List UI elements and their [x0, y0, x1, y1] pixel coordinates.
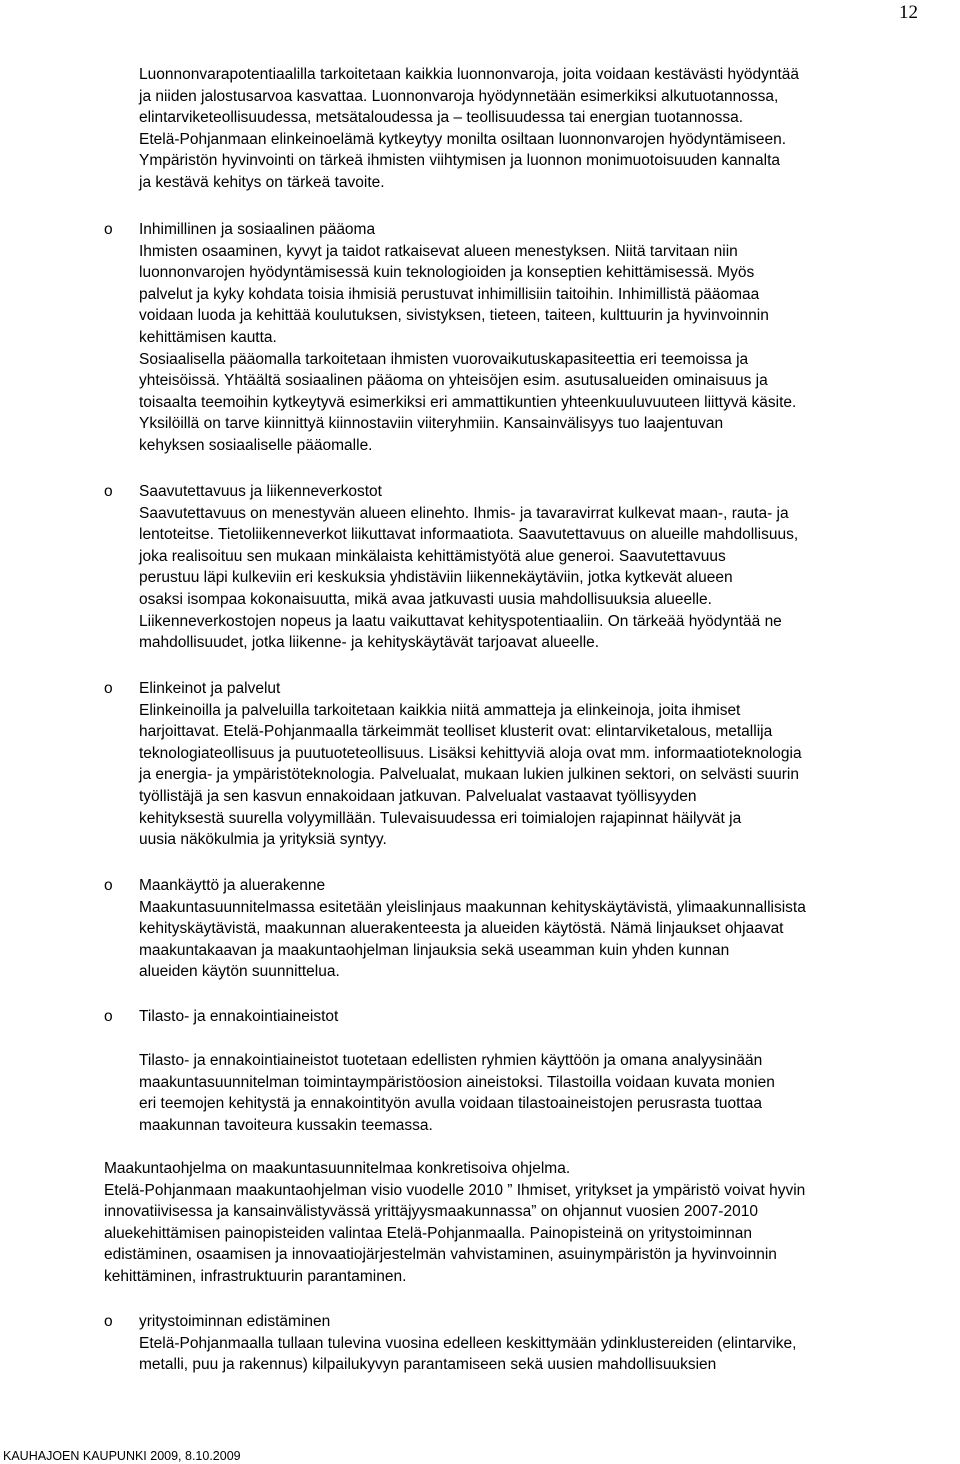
intro-line: ja niiden jalostusarvoa kasvattaa. Luonnonvaroja hyödynnetään esimerkiksi alkutuotannossa, [139, 87, 779, 105]
closing-line: Maakuntaohjelma on maakuntasuunnitelmaa konkretisoiva ohjelma. [104, 1160, 571, 1177]
section-heading: Saavutettavuus ja liikenneverkostot [139, 483, 382, 500]
section-line: teknologiateollisuus ja puutuoteteollisuus. Lisäksi kehittyviä aloja ovat mm. informaatioteknologia [139, 744, 802, 762]
section-line: voidaan luoda ja kehittää koulutuksen, sivistyksen, tieteen, taiteen, kulttuurin ja hyvinvoinnin [139, 307, 769, 325]
section-line: kehyksen sosiaaliselle pääomalle. [139, 436, 373, 454]
section-human-social-capital [139, 219, 939, 457]
section-line: maakunnan tavoiteura kussakin teemassa. [139, 1116, 433, 1134]
section-line: maakuntasuunnitelman toimintaympäristöosion aineistoksi. Tilastoilla voidaan kuvata monien [139, 1073, 775, 1091]
intro-line: ja kestävä kehitys on tärkeä tavoite. [139, 173, 385, 191]
section-line: toisaalta teemoihin kytkeytyvä esimerkiksi eri ammattikuntien yhteenkuuluvuuteen liittyvä käsite. [139, 393, 797, 411]
bullet-marker: o [104, 1008, 113, 1025]
intro-paragraph [139, 64, 939, 194]
bullet-marker: o [104, 221, 113, 238]
section-heading: yritystoiminnan edistäminen [139, 1313, 331, 1330]
section-line: yhteisöissä. Yhtäältä sosiaalinen pääoma on yhteisöjen esim. asutusalueiden ominaisuus ja [139, 372, 768, 390]
section-line: Saavutettavuus on menestyvän alueen elinehto. Ihmis- ja tavaravirrat kulkevat maan-, rauta- ja [139, 504, 789, 522]
section-line: luonnonvarojen hyödyntämisessä kuin teknologioiden ja konseptien kehittämisessä. Myös [139, 264, 755, 282]
closing-line: innovatiivisessa ja kansainvälistyvässä yrittäjyysmaakunnassa” on ohjannut vuosien 2007-2010 [104, 1203, 758, 1221]
section-line: palvelut ja kyky kohdata toisia ihmisiä perustuvat inhimillisiin taitoihin. Inhimillistä pääomaa [139, 285, 760, 303]
intro-line: Luonnonvarapotentiaalilla tarkoitetaan kaikkia luonnonvaroja, joita voidaan kestävästi hyödyntää [139, 66, 800, 83]
section-line: Liikenneverkostojen nopeus ja laatu vaikuttavat kehityspotentiaaliin. On tärkeää hyödyntää ne [139, 612, 782, 630]
section-line: kehityskäytävistä, maakunnan aluerakenteesta ja alueiden käytöstä. Nämä linjaukset ohjaavat [139, 920, 784, 938]
section-business-promotion [139, 1311, 939, 1376]
page-number: 12 [899, 2, 918, 23]
section-heading: Inhimillinen ja sosiaalinen pääoma [139, 221, 376, 238]
closing-line: edistäminen, osaamisen ja innovaatiojärjestelmän vahvistaminen, asuinympäristön ja hyvinvoinnin [104, 1246, 777, 1264]
section-line: Yksilöillä on tarve kiinnittyä kiinnostaviin viiteryhmiin. Kansainvälisyys tuo laajentuvan [139, 415, 724, 433]
section-line: metalli, puu ja rakennus) kilpailukyvyn parantamiseen sekä uusien mahdollisuuksien [139, 1356, 717, 1374]
section-heading: Elinkeinot ja palvelut [139, 680, 281, 697]
section-line: Ihmisten osaaminen, kyvyt ja taidot ratkaisevat alueen menestyksen. Niitä tarvitaan niin [139, 242, 738, 260]
section-heading: Tilasto- ja ennakointiaineistot [139, 1008, 339, 1025]
section-line: kehittämisen kautta. [139, 328, 277, 346]
section-line: Sosiaalisella pääomalla tarkoitetaan ihmisten vuorovaikutuskapasiteettia eri teemoissa ja [139, 350, 749, 368]
section-line: maakuntakaavan ja maakuntaohjelman linjauksia sekä useamman kuin yhden kunnan [139, 941, 730, 959]
bullet-marker: o [104, 483, 113, 500]
bullet-marker: o [104, 877, 113, 894]
section-line: joka realisoituu sen mukaan minkälaista kehittämistyötä alue generoi. Saavutettavuus [139, 547, 726, 565]
intro-line: elintarviketeollisuudessa, metsätaloudessa ja – teollisuudessa tai energian tuotannossa. [139, 109, 744, 127]
section-line: harjoittavat. Etelä-Pohjanmaalla tärkeimmät teolliset klusterit ovat: elintarviketalous, metallija [139, 723, 773, 741]
section-line: mahdollisuudet, jotka liikenne- ja kehityskäytävät tarjoavat alueelle. [139, 634, 600, 652]
closing-paragraph [104, 1158, 954, 1288]
section-line: osaksi isompaa kokonaisuutta, mikä avaa jatkuvasti uusia mahdollisuuksia alueelle. [139, 590, 712, 608]
section-line: ja energia- ja ympäristöteknologia. Palvelualat, mukaan lukien julkinen sektori, on selvästi suurin [139, 766, 799, 784]
section-heading: Maankäyttö ja aluerakenne [139, 877, 326, 894]
section-line: uusia näkökulmia ja yrityksiä syntyy. [139, 831, 387, 849]
section-land-use [139, 875, 939, 983]
section-line: eri teemojen kehitystä ja ennakointityön avulla voidaan tilastoaineistojen perusrasta tuottaa [139, 1095, 762, 1113]
section-line: työllistäjä ja sen kasvun ennakoidaan jatkuvan. Palvelualat vastaavat työllisyyden [139, 787, 697, 805]
closing-line: aluekehittämisen painopisteiden valintaa Etelä-Pohjanmaalla. Painopisteinä on yritystoiminnan [104, 1224, 752, 1242]
section-line: alueiden käytön suunnittelua. [139, 963, 340, 981]
intro-line: Ympäristön hyvinvointi on tärkeä ihmisten viihtymisen ja luonnon monimuotoisuuden kannalta [139, 152, 781, 170]
section-statistics [139, 1006, 939, 1028]
section-accessibility [139, 481, 939, 654]
closing-line: Etelä-Pohjanmaan maakuntaohjelman visio vuodelle 2010 ” Ihmiset, yritykset ja ympäristö voivat hyvin [104, 1181, 806, 1199]
section-line: Etelä-Pohjanmaalla tullaan tulevina vuosina edelleen keskittymään ydinklustereiden (elintarvike, [139, 1334, 797, 1352]
section-business-services [139, 678, 939, 851]
section-line: Tilasto- ja ennakointiaineistot tuotetaan edellisten ryhmien käyttöön ja omana analyysinään [139, 1052, 763, 1069]
bullet-marker: o [104, 1313, 113, 1330]
section-line: Elinkeinoilla ja palveluilla tarkoitetaan kaikkia niitä ammatteja ja elinkeinoja, joita ihmiset [139, 701, 741, 719]
section-line: kehityksestä suurella volyymillään. Tulevaisuudessa eri toimialojen rajapinnat häilyvät ja [139, 809, 742, 827]
intro-line: Etelä-Pohjanmaan elinkeinoelämä kytkeytyy monilta osiltaan luonnonvarojen hyödyntämiseen. [139, 130, 787, 148]
closing-line: kehittäminen, infrastruktuurin parantaminen. [104, 1267, 407, 1285]
section-statistics-body [139, 1050, 939, 1136]
section-line: lentoteitse. Tietoliikenneverkot liikuttavat informaatiota. Saavutettavuus on alueille mahdollisuus, [139, 526, 799, 544]
section-line: perustuu läpi kulkeviin eri keskuksia yhdistäviin liikennekäytäviin, jotka kytkevät alueen [139, 569, 733, 587]
page-footer: KAUHAJOEN KAUPUNKI 2009, 8.10.2009 [3, 1449, 241, 1463]
section-line: Maakuntasuunnitelmassa esitetään yleislinjaus maakunnan kehityskäytävistä, ylimaakunnallisista [139, 898, 806, 916]
bullet-marker: o [104, 680, 113, 697]
